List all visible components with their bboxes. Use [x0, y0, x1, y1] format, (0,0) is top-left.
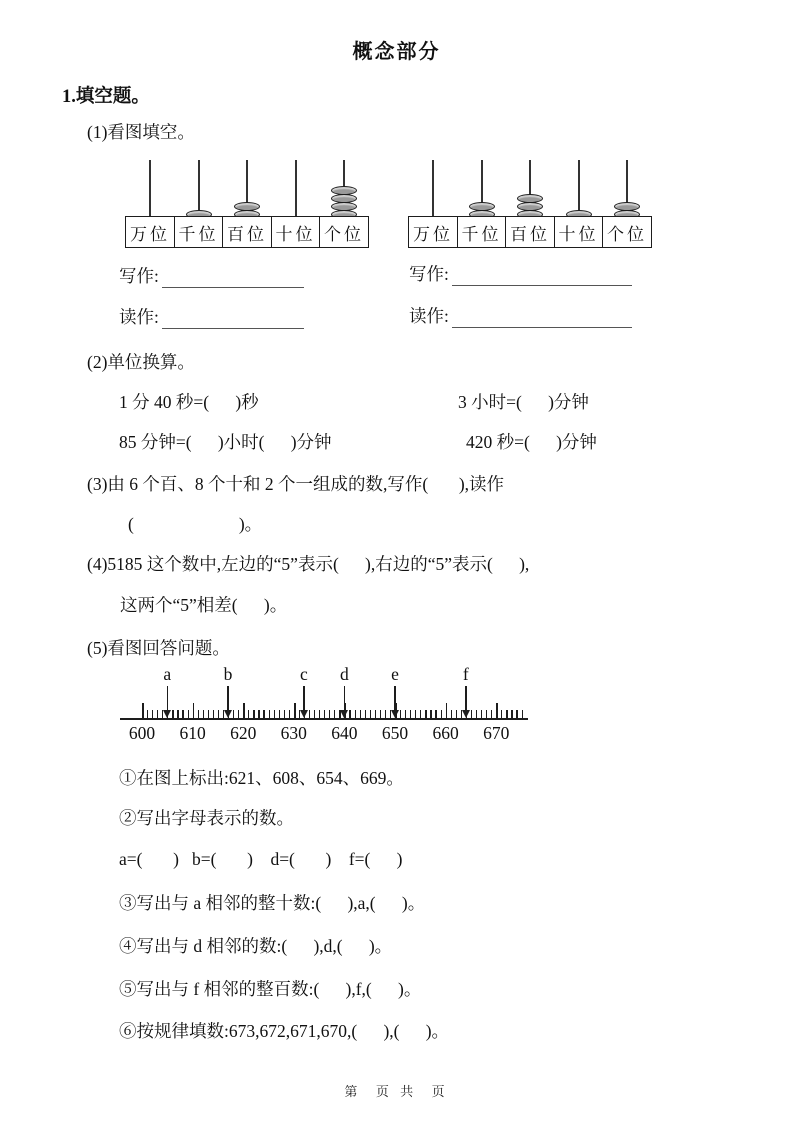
abacus-rod [295, 160, 297, 218]
place-label: 十位 [271, 216, 321, 248]
part4-line2: 这两个“5”相差( )。 [120, 595, 288, 615]
point-arrowhead-icon [462, 710, 470, 718]
part5-q2: ②写出字母表示的数。 [119, 808, 294, 828]
minor-tick [380, 710, 381, 718]
minor-tick [147, 710, 148, 718]
minor-tick [314, 710, 315, 718]
minor-tick [476, 710, 477, 718]
minor-tick [420, 710, 421, 718]
minor-tick [405, 710, 406, 718]
part5-q6: ⑥按规律填数:673,672,671,670,( ),( )。 [119, 1021, 450, 1041]
minor-tick [238, 710, 239, 718]
place-label: 百位 [505, 216, 555, 248]
write-label: 写作: [119, 266, 159, 286]
write-row-right [409, 261, 632, 286]
part2-label: (2)单位换算。 [87, 352, 195, 372]
minor-tick [415, 710, 416, 718]
part5-q1: ①在图上标出:621、608、654、669。 [119, 768, 404, 788]
abacus-bead [234, 202, 260, 211]
minor-tick [410, 710, 411, 718]
minor-tick [258, 710, 259, 718]
part5-q5: ⑤写出与 f 相邻的整百数:( ),f,( )。 [119, 979, 422, 999]
minor-tick [385, 710, 386, 718]
minor-tick [329, 710, 330, 718]
minor-tick [365, 710, 366, 718]
minor-tick [208, 710, 209, 718]
part5-q2-row: a=( ) b=( ) d=( ) f=( ) [119, 849, 403, 869]
point-letter: e [391, 664, 399, 684]
place-label: 十位 [554, 216, 604, 248]
place-label: 个位 [602, 216, 652, 248]
minor-tick [360, 710, 361, 718]
abacus-bead [517, 194, 543, 203]
abacus-column [554, 160, 604, 248]
point-letter: d [340, 664, 349, 684]
point-letter: a [163, 664, 172, 684]
minor-tick [319, 710, 320, 718]
minor-tick [177, 710, 178, 718]
abacus-column [602, 160, 652, 248]
read-label: 读作: [409, 306, 449, 326]
abacus-right [408, 160, 652, 248]
minor-tick [430, 710, 431, 718]
point-arrowhead-icon [224, 710, 232, 718]
minor-tick [491, 710, 492, 718]
minor-tick [511, 710, 512, 718]
part2-eq4: 420 秒=( )分钟 [466, 432, 597, 452]
abacus-column [174, 160, 224, 248]
minor-tick [522, 710, 523, 718]
abacus-column [125, 160, 175, 248]
minor-tick [334, 710, 335, 718]
place-label: 个位 [319, 216, 369, 248]
minor-tick [375, 710, 376, 718]
minor-tick [451, 710, 452, 718]
read-row-left [119, 304, 304, 329]
part1-label: (1)看图填空。 [87, 122, 195, 142]
abacus-left [125, 160, 369, 248]
read-label: 读作: [119, 307, 159, 327]
minor-tick [506, 710, 507, 718]
place-label: 万位 [125, 216, 175, 248]
page-footer: 第 页 共 页 [344, 1084, 449, 1099]
minor-tick [253, 710, 254, 718]
minor-tick [157, 710, 158, 718]
abacus-bead [517, 202, 543, 211]
part2-eq3: 85 分钟=( )小时( )分钟 [119, 432, 332, 452]
point-arrow [394, 686, 396, 711]
point-letter: b [223, 664, 233, 684]
point-arrow [303, 686, 305, 711]
abacus-bead [331, 186, 357, 195]
minor-tick [213, 710, 214, 718]
part4-line1: (4)5185 这个数中,左边的“5”表示( ),右边的“5”表示( ), [87, 554, 530, 574]
abacus-bead [469, 202, 495, 211]
major-tick [496, 703, 498, 718]
abacus-column [505, 160, 555, 248]
abacus-column [271, 160, 321, 248]
minor-tick [441, 710, 442, 718]
minor-tick [501, 710, 502, 718]
minor-tick [486, 710, 487, 718]
question-1-heading: 1.填空题。 [62, 87, 150, 107]
minor-tick [172, 710, 173, 718]
abacus-column [457, 160, 507, 248]
write-label: 写作: [409, 264, 449, 284]
place-label: 万位 [408, 216, 458, 248]
place-label: 千位 [457, 216, 507, 248]
major-tick [243, 703, 245, 718]
minor-tick [198, 710, 199, 718]
point-arrowhead-icon [340, 710, 348, 718]
minor-tick [481, 710, 482, 718]
read-row-right [409, 303, 632, 328]
minor-tick [456, 710, 457, 718]
point-arrowhead-icon [391, 710, 399, 718]
minor-tick [370, 710, 371, 718]
abacus-column [222, 160, 272, 248]
place-label: 百位 [222, 216, 272, 248]
minor-tick [152, 710, 153, 718]
tick-label: 660 [432, 723, 459, 743]
minor-tick [289, 710, 290, 718]
tick-label: 630 [280, 723, 307, 743]
place-label: 千位 [174, 216, 224, 248]
major-tick [142, 703, 144, 718]
part5-q4: ④写出与 d 相邻的数:( ),d,( )。 [119, 936, 393, 956]
abacus-bead [331, 202, 357, 211]
major-tick [446, 703, 448, 718]
point-arrow [227, 686, 229, 711]
tick-label: 650 [381, 723, 409, 743]
minor-tick [203, 710, 204, 718]
number-line [118, 666, 530, 756]
part2-eq1: 1 分 40 秒=( )秒 [119, 392, 259, 412]
minor-tick [400, 710, 401, 718]
part5-label: (5)看图回答问题。 [87, 638, 230, 658]
minor-tick [233, 710, 234, 718]
tick-label: 610 [179, 723, 206, 743]
write-blank [452, 264, 632, 286]
part2-eq2: 3 小时=( )分钟 [458, 392, 589, 412]
point-arrow [167, 686, 169, 711]
minor-tick [263, 710, 264, 718]
abacus-rod [149, 160, 151, 218]
abacus-column [319, 160, 369, 248]
point-letter: c [300, 664, 308, 684]
minor-tick [425, 710, 426, 718]
part3-line1: (3)由 6 个百、8 个十和 2 个一组成的数,写作( ),读作 [87, 474, 505, 494]
point-arrowhead-icon [300, 710, 308, 718]
minor-tick [218, 710, 219, 718]
minor-tick [435, 710, 436, 718]
minor-tick [279, 710, 280, 718]
minor-tick [269, 710, 270, 718]
minor-tick [324, 710, 325, 718]
major-tick [193, 703, 195, 718]
abacus-bead [614, 202, 640, 211]
minor-tick [349, 710, 350, 718]
tick-label: 640 [331, 723, 358, 743]
minor-tick [284, 710, 285, 718]
read-blank [162, 307, 304, 329]
minor-tick [516, 710, 517, 718]
minor-tick [188, 710, 189, 718]
minor-tick [471, 710, 472, 718]
point-arrow [465, 686, 467, 711]
write-row-left [119, 263, 304, 288]
number-line-axis [120, 718, 528, 720]
abacus-bead [331, 194, 357, 203]
tick-label: 600 [128, 723, 156, 743]
abacus-rod [432, 160, 434, 218]
major-tick [294, 703, 296, 718]
minor-tick [355, 710, 356, 718]
point-arrow [344, 686, 346, 711]
point-arrowhead-icon [163, 710, 171, 718]
minor-tick [274, 710, 275, 718]
minor-tick [309, 710, 310, 718]
part3-line2: ( )。 [128, 514, 263, 534]
minor-tick [182, 710, 183, 718]
page-title: 概念部分 [352, 41, 441, 63]
write-blank [162, 266, 304, 288]
tick-label: 620 [230, 723, 257, 743]
abacus-column [408, 160, 458, 248]
minor-tick [248, 710, 249, 718]
tick-label: 670 [483, 723, 510, 743]
read-blank [452, 306, 632, 328]
point-letter: f [462, 664, 469, 684]
part5-q3: ③写出与 a 相邻的整十数:( ),a,( )。 [119, 893, 426, 913]
